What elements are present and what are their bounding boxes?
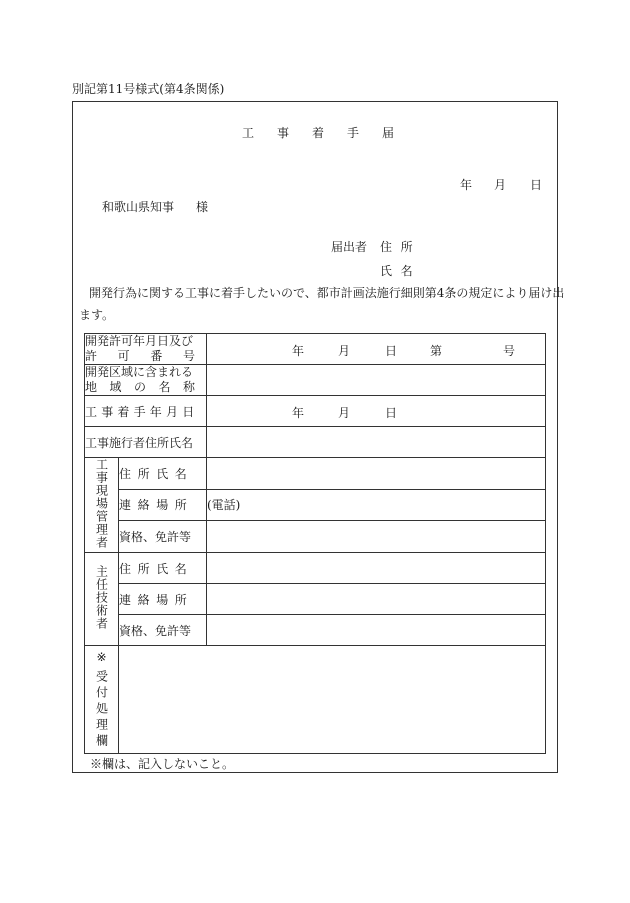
site-manager-address-cell[interactable]	[207, 458, 546, 490]
table-row	[85, 584, 546, 615]
label-char: 可	[117, 349, 130, 363]
chief-engineer-contact-label: 連絡場所	[119, 584, 207, 615]
contractor-label: 工事施行者住所氏名	[85, 427, 207, 458]
site-manager-address-label: 住所氏名	[119, 458, 207, 490]
permit-year: 年	[292, 344, 305, 358]
area-label	[85, 365, 207, 396]
area-label-line-1: 開発区域に含まれる	[85, 365, 194, 379]
permit-label-line-2	[85, 349, 195, 364]
reception-label	[85, 646, 119, 754]
date-year: 年	[460, 178, 473, 192]
chief-engineer-contact-cell[interactable]	[207, 584, 546, 615]
permit-go: 号	[503, 344, 516, 358]
label-char: 番	[150, 349, 163, 363]
label-char: 称	[182, 380, 195, 394]
start-date-value-cell[interactable]	[207, 396, 546, 427]
table-row	[85, 646, 546, 754]
table-row	[85, 365, 546, 396]
table-row	[85, 427, 546, 458]
site-manager-contact-cell[interactable]	[207, 489, 546, 521]
permit-value-cell[interactable]	[207, 334, 546, 365]
addressee-honorific: 様	[196, 200, 209, 214]
chief-engineer-license-cell[interactable]	[207, 615, 546, 646]
date-day: 日	[530, 178, 543, 192]
title-char: 工	[242, 126, 255, 140]
start-year: 年	[292, 406, 305, 420]
permit-day: 日	[385, 344, 398, 358]
reception-mark: ※	[96, 650, 107, 664]
start-day: 日	[385, 406, 398, 420]
label-char: 号	[182, 349, 195, 363]
chief-engineer-label	[85, 553, 119, 646]
reception-label-text: 受付処理欄	[94, 670, 109, 750]
site-manager-contact-label: 連絡場所	[119, 489, 207, 521]
title-char: 届	[382, 126, 395, 140]
footnote: ※欄は、記入しないこと。	[90, 757, 235, 771]
label-char: 許	[85, 349, 98, 363]
site-manager-label-text: 工事現場管理者	[94, 458, 109, 549]
site-manager-license-label: 資格、免許等	[119, 521, 207, 553]
permit-month: 月	[338, 344, 351, 358]
notification-table	[84, 333, 546, 754]
label-char: 名	[158, 380, 171, 394]
table-row	[85, 521, 546, 553]
submitter-address-label: 住 所	[380, 240, 416, 254]
table-row	[85, 458, 546, 490]
title-char: 事	[277, 126, 290, 140]
area-label-line-2	[85, 380, 195, 395]
addressee-name: 和歌山県知事	[102, 200, 175, 214]
table-row	[85, 615, 546, 646]
label-char: 地	[85, 380, 98, 394]
form-reference: 別記第11号様式(第4条関係)	[72, 82, 225, 96]
chief-engineer-address-cell[interactable]	[207, 553, 546, 584]
label-char: 域	[109, 380, 122, 394]
chief-engineer-license-label: 資格、免許等	[119, 615, 207, 646]
table-row	[85, 553, 546, 584]
table-row	[85, 489, 546, 521]
submitter-label: 届出者	[331, 240, 368, 254]
statement-line-2: ます。	[79, 308, 115, 322]
chief-engineer-address-label: 住所氏名	[119, 553, 207, 584]
permit-label	[85, 334, 207, 365]
table-row	[85, 334, 546, 365]
permit-label-line-1: 開発許可年月日及び	[85, 334, 194, 348]
chief-engineer-label-text: 主任技術者	[94, 565, 109, 630]
permit-dai: 第	[430, 344, 443, 358]
phone-label: (電話)	[207, 498, 241, 513]
statement-line-1: 開発行為に関する工事に着手したいので、都市計画法施行細則第4条の規定により届け出	[89, 286, 565, 300]
submitter-name-label: 氏 名	[380, 264, 416, 278]
site-manager-label	[85, 458, 119, 553]
title-char: 手	[347, 126, 360, 140]
title-char: 着	[312, 126, 325, 140]
area-value-cell[interactable]	[207, 365, 546, 396]
start-month: 月	[338, 406, 351, 420]
contractor-value-cell[interactable]	[207, 427, 546, 458]
reception-cell	[119, 646, 546, 754]
date-month: 月	[494, 178, 507, 192]
table-row	[85, 396, 546, 427]
site-manager-license-cell[interactable]	[207, 521, 546, 553]
start-date-label: 工事着手年月日	[85, 396, 207, 427]
label-char: の	[133, 380, 146, 394]
